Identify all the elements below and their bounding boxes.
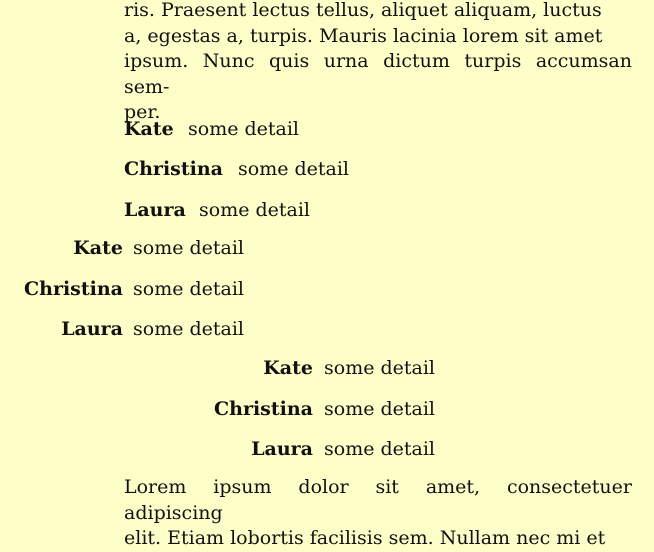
paragraph-line: ris. Praesent lectus tellus, aliquet aliquam, luctus	[124, 0, 602, 21]
list-item	[0, 397, 654, 421]
entry-name: Kate	[124, 118, 174, 140]
paragraph-bottom	[124, 475, 632, 549]
entry-name: Laura	[124, 199, 186, 221]
entry-detail: some detail	[324, 357, 436, 379]
entry-detail: some detail	[199, 199, 311, 221]
entry-name: Christina	[214, 398, 313, 420]
paragraph-line: ipsum. Nunc quis urna dictum turpis accumsan sem-	[124, 50, 632, 98]
list-item	[0, 236, 654, 260]
entry-detail: some detail	[188, 118, 300, 140]
entry-name: Kate	[263, 357, 313, 379]
paragraph-line: elit. Etiam lobortis facilisis sem. Nullam nec mi et	[124, 527, 606, 549]
entry-detail: some detail	[133, 318, 245, 340]
paragraph-top	[124, 0, 632, 123]
list-item	[0, 277, 654, 301]
list-item	[0, 117, 654, 141]
list-item	[0, 198, 654, 222]
paragraph-line: a, egestas a, turpis. Mauris lacinia lorem sit amet	[124, 24, 603, 47]
list-item	[0, 157, 654, 181]
entry-detail: some detail	[324, 398, 436, 420]
list-item	[0, 437, 654, 461]
entry-name: Laura	[61, 318, 123, 340]
list-item	[0, 317, 654, 341]
entry-detail: some detail	[324, 438, 436, 460]
paragraph-line: per.	[124, 101, 161, 123]
entry-name: Kate	[73, 237, 123, 259]
entry-name: Laura	[251, 438, 313, 460]
entry-detail: some detail	[133, 278, 245, 300]
entry-detail: some detail	[238, 158, 350, 180]
entry-name: Christina	[124, 158, 223, 180]
entry-name: Christina	[24, 278, 123, 300]
paragraph-line: Lorem ipsum dolor sit amet, consectetuer adipiscing	[124, 476, 632, 524]
entry-detail: some detail	[133, 237, 245, 259]
list-item	[0, 356, 654, 380]
